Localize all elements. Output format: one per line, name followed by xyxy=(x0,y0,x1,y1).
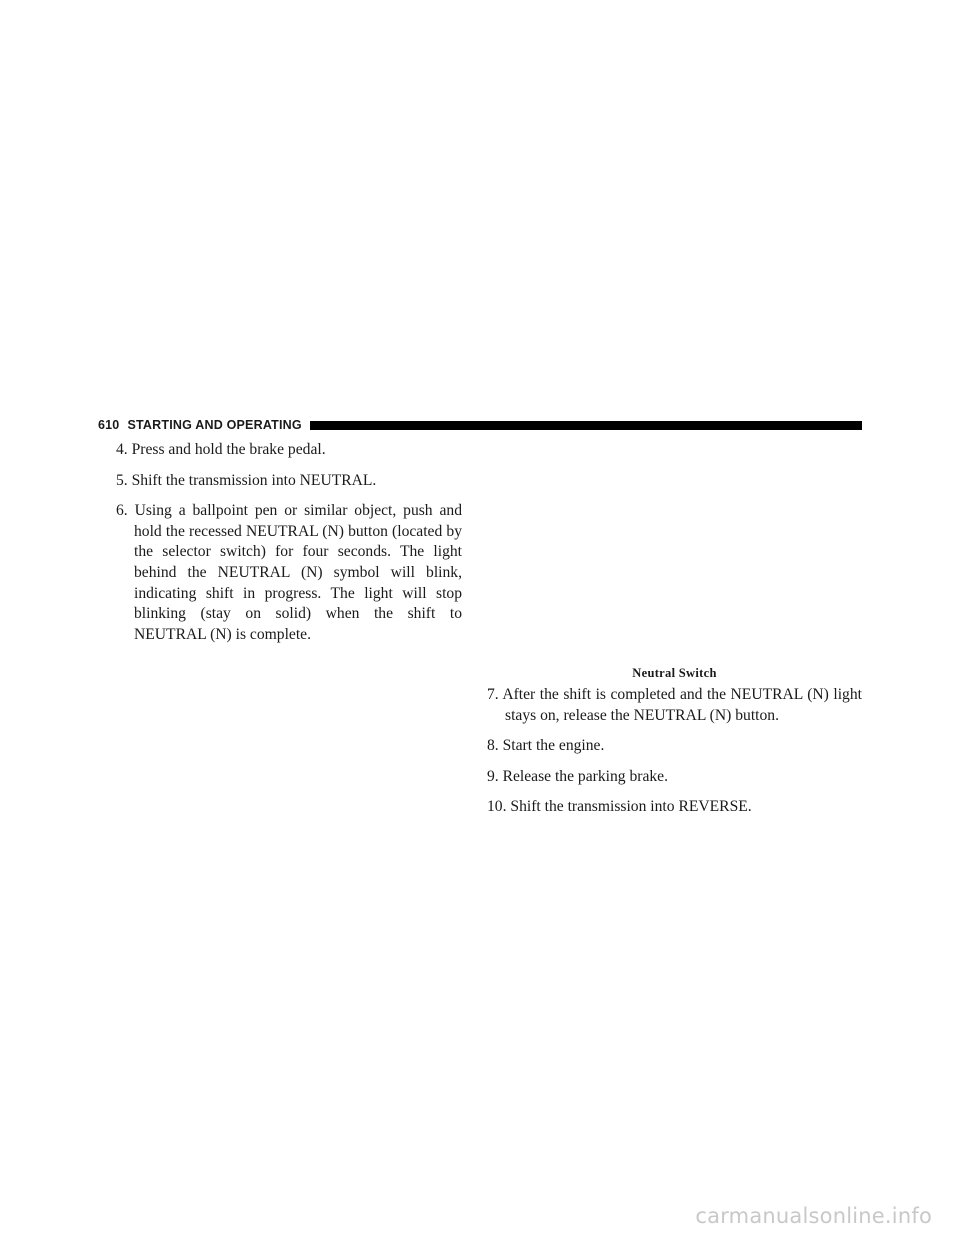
list-item: 10. Shift the transmission into REVERSE. xyxy=(487,798,752,816)
page-number: 610 xyxy=(98,418,120,432)
header-rule xyxy=(310,421,862,430)
list-item: 9. Release the parking brake. xyxy=(487,767,668,785)
list-item: 7. After the shift is completed and the NEUTRAL (N) light stays on, release the NEUTRAL (N) button. xyxy=(487,686,862,724)
neutral-switch-figure xyxy=(487,440,862,660)
watermark: carmanualsonline.info xyxy=(695,1204,932,1228)
list-item: 6. Using a ballpoint pen or similar object, push and hold the recessed NEUTRAL (N) button (located by the selector switch) for four seconds. The light behind the NEUTRAL (N) symbol will blink, indicating shift in progress. The light will stop blinking (stay on solid) when the shift to NEUTRAL (N) is complete. xyxy=(116,502,462,643)
left-column xyxy=(116,440,462,655)
right-column xyxy=(487,685,862,828)
list-item: 5. Shift the transmission into NEUTRAL. xyxy=(116,471,377,489)
figure-caption: Neutral Switch xyxy=(632,666,717,680)
page-header xyxy=(98,419,862,431)
section-title: STARTING AND OPERATING xyxy=(127,418,302,432)
list-item: 8. Start the engine. xyxy=(487,737,605,755)
list-item: 4. Press and hold the brake pedal. xyxy=(116,441,326,458)
